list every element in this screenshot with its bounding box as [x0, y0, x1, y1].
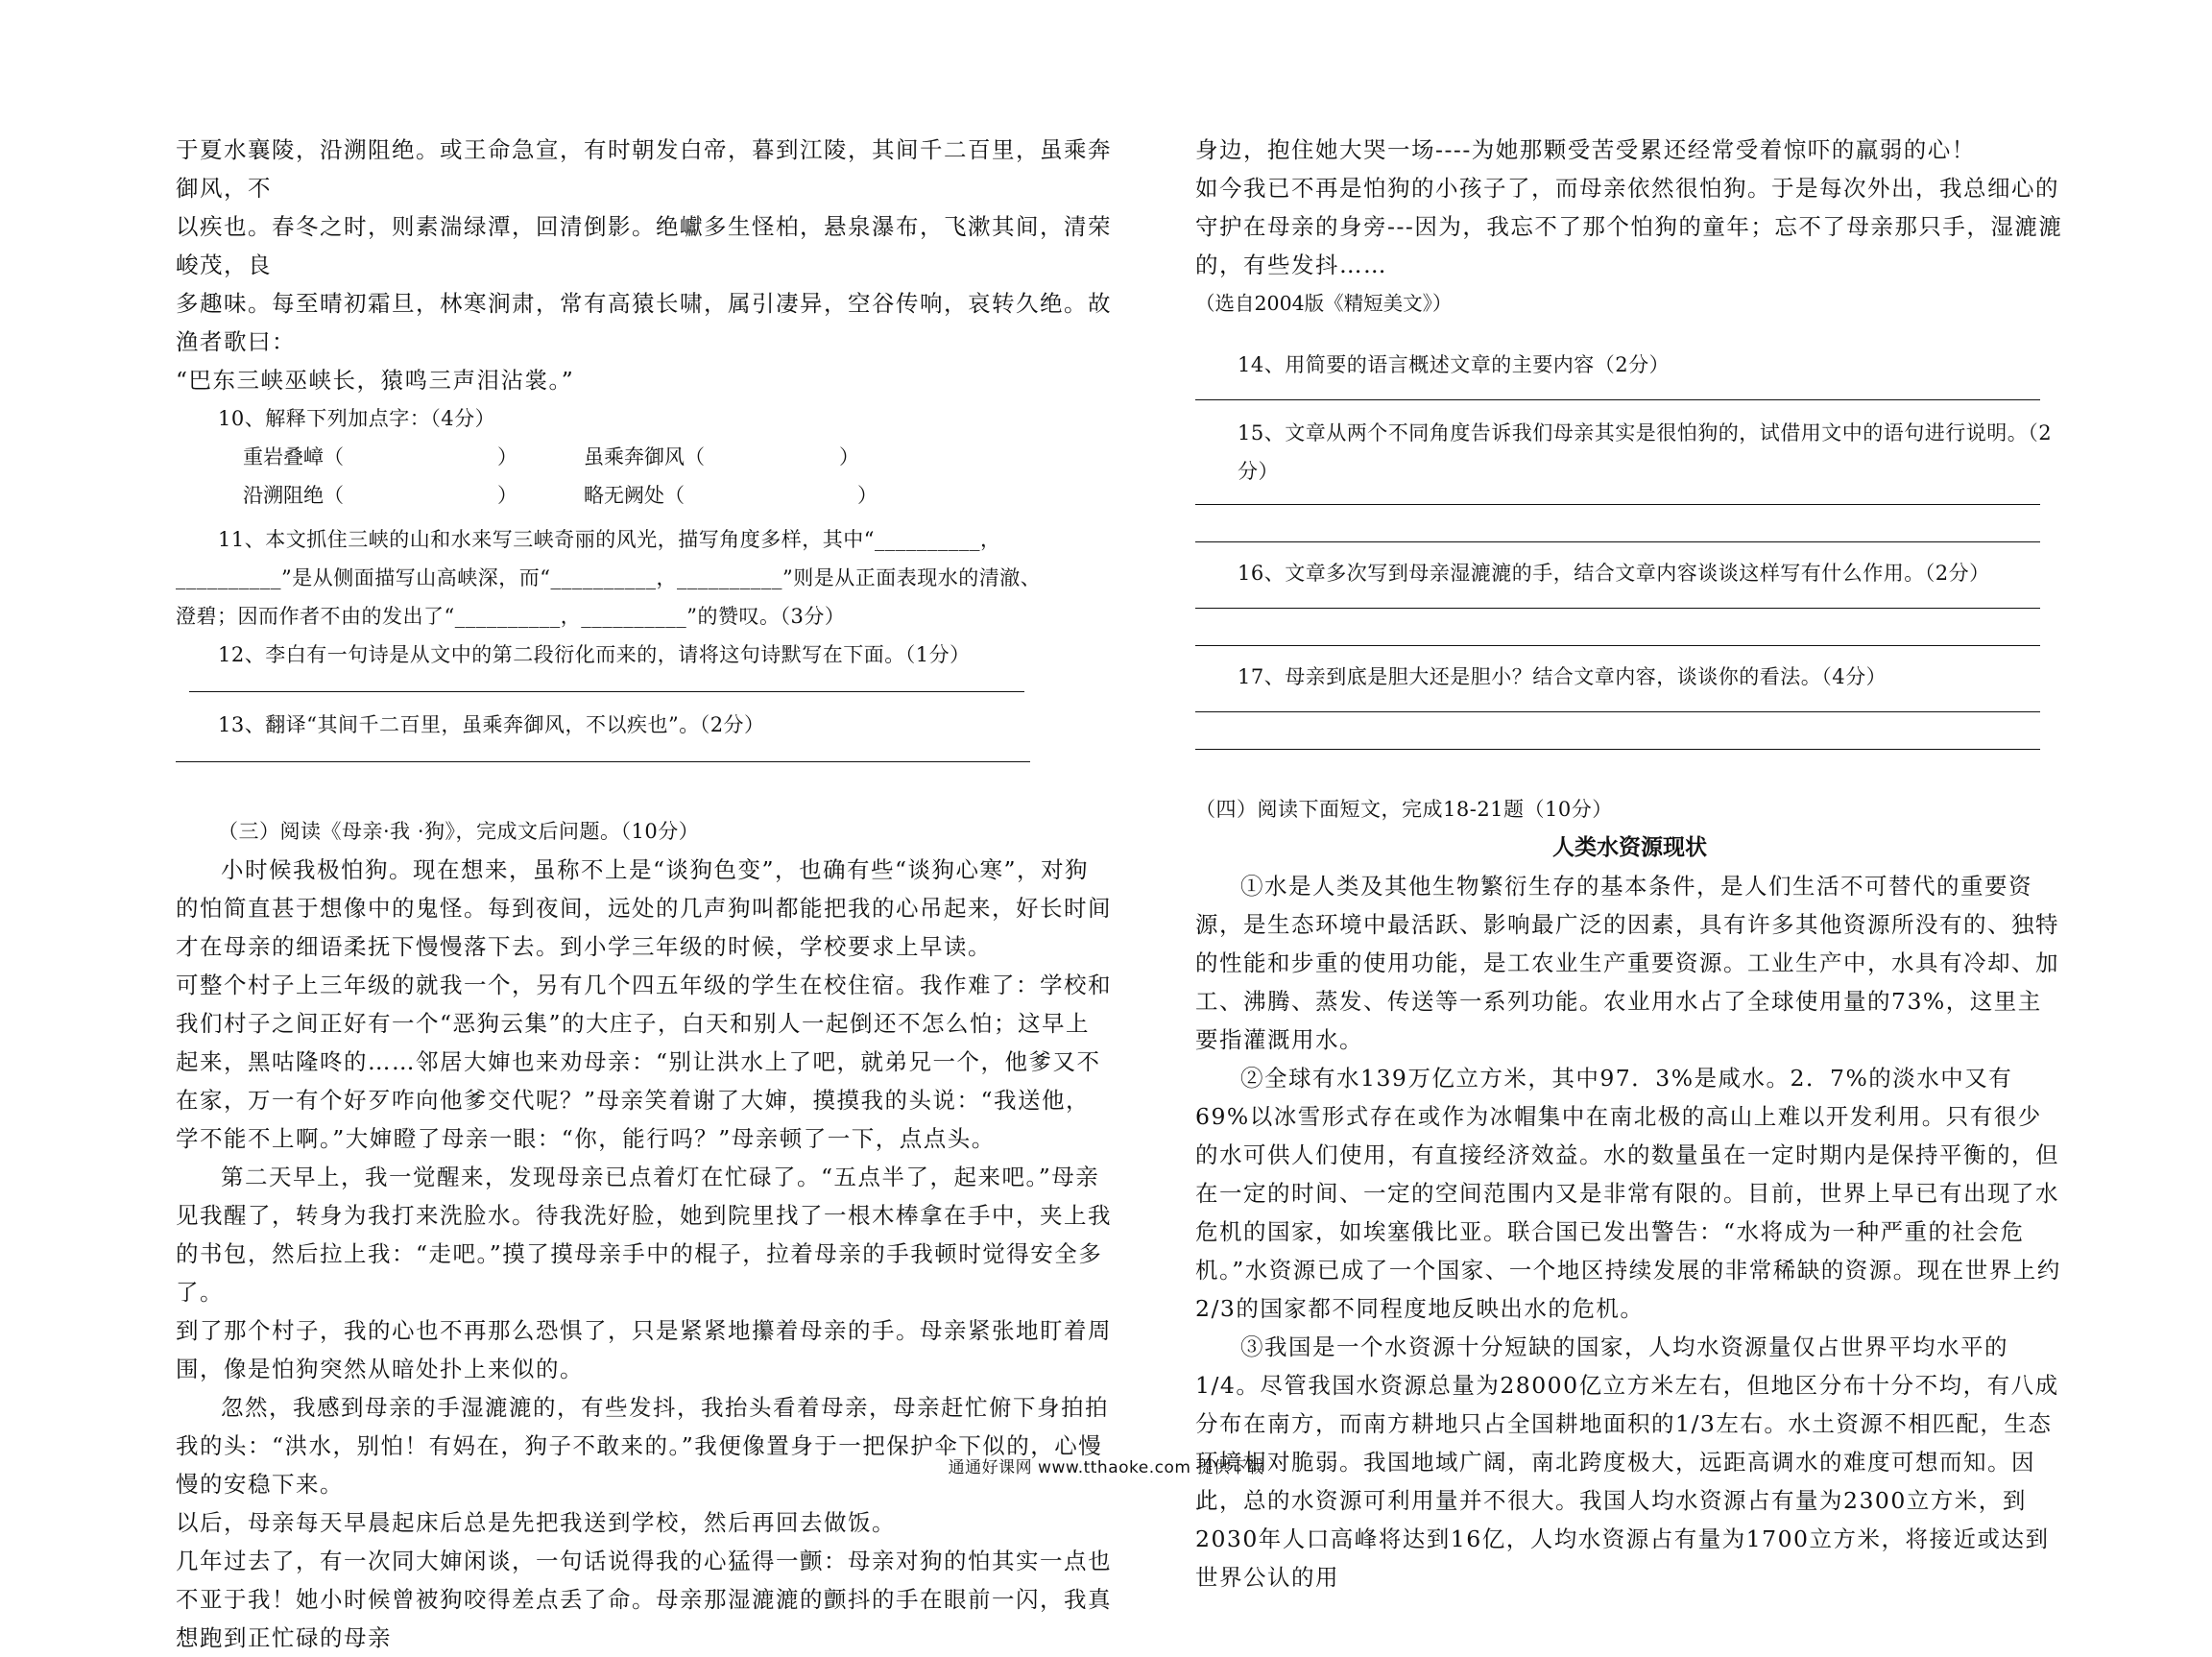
question-15: 15、文章从两个不同角度告诉我们母亲其实是很怕狗的，试借用文中的语句进行说明。（2分）	[1238, 421, 2053, 483]
question-14: 14、用简要的语言概述文章的主要内容（2分）	[1238, 353, 1671, 376]
passage-line: “巴东三峡巫峡长，猿鸣三声泪沾裳。”	[176, 367, 575, 394]
passage-line: 以疾也。春冬之时，则素湍绿潭，回清倒影。绝巘多生怪柏，悬泉瀑布，飞漱其间，清荣峻茂，良	[176, 213, 1112, 278]
section-three-heading: （三）阅读《母亲·我 ·狗》，完成文后问题。（10分）	[218, 820, 700, 843]
question-11-line: 11、本文抓住三峡的山和水来写三峡奇丽的风光，描写角度多样，其中“__________，	[218, 528, 1001, 551]
passage-line: 多趣味。每至晴初霜旦，林寒涧肃，常有高猿长啸，属引凄异，空谷传响，哀转久绝。故渔者歌曰：	[176, 290, 1112, 355]
paragraph: 几年过去了，有一次同大婶闲谈，一句话说得我的心猛得一颤：母亲对狗的怕其实一点也不亚于我！她小时候曾被狗咬得差点丢了命。母亲那湿漉漉的颤抖的手在眼前一闪，我真想跑到正忙碌的母亲	[176, 1548, 1112, 1651]
right-column	[1195, 131, 2064, 1597]
question-12: 12、李白有一句诗是从文中的第二段衍化而来的，请将这句诗默写在下面。（1分）	[218, 643, 971, 666]
left-column	[176, 131, 1112, 1657]
article-water	[1195, 867, 2064, 1597]
paragraph: 到了那个村子，我的心也不再那么恐惧了，只是紧紧地攥着母亲的手。母亲紧张地盯着周围，像是怕狗突然从暗处扑上来似的。	[176, 1317, 1112, 1382]
paragraph: 第二天早上，我一觉醒来，发现母亲已点着灯在忙碌了。“五点半了，起来吧。”母亲见我醒了，转身为我打来洗脸水。待我洗好脸，她到院里找了一根木棒拿在手中，夹上我的书包，然后拉上我：“走吧。”摸了摸母亲手中的棍子，拉着母亲的手我顿时觉得安全多了。	[176, 1164, 1112, 1306]
q10-item: 虽乘奔御风（ ）	[584, 445, 859, 468]
question-13: 13、翻译“其间千二百里，虽乘奔御风，不以疾也”。（2分）	[218, 713, 765, 736]
paragraph: ③我国是一个水资源十分短缺的国家，人均水资源量仅占世界平均水平的1/4。尽管我国水资源总量为28000亿立方米左右，但地区分布十分不均，有八成分布在南方，而南方耕地只占全国耕地面积的1/3左右。水土资源不相匹配，生态环境相对脆弱。我国地域广阔，南北跨度极大，远距高调水的难度可想而知。因此，总的水资源可利用量并不很大。我国人均水资源占有量为2300立方米，到2030年人口高峰将达到16亿，人均水资源占有量为1700立方米，将接近或达到世界公认的用	[1195, 1333, 2059, 1591]
question-17: 17、母亲到底是胆大还是胆小？结合文章内容，谈谈你的看法。（4分）	[1238, 665, 1887, 688]
paragraph: 身边，抱住她大哭一场----为她那颗受苦受累还经常受着惊吓的羸弱的心！	[1195, 136, 1976, 163]
source-note: （选自2004版《精短美文》）	[1195, 292, 1453, 315]
footer-credit: 通通好课网 www.tthaoke.com 提供下载	[948, 1458, 1264, 1477]
q10-row	[176, 476, 1112, 515]
q10-item: 重岩叠嶂（ ）	[243, 445, 517, 468]
paragraph: 忽然，我感到母亲的手湿漉漉的，有些发抖，我抬头看着母亲，母亲赶忙俯下身拍拍我的头：“洪水，别怕！有妈在，狗子不敢来的。”我便像置身于一把保护伞下似的，心慢慢的安稳下来。	[176, 1394, 1109, 1498]
question-11-line: __________”是从侧面描写山高峡深，而“__________，__________”则是从正面表现水的清澈、	[176, 566, 1042, 589]
passage-line: 于夏水襄陵，沿溯阻绝。或王命急宣，有时朝发白帝，暮到江陵，其间千二百里，虽乘奔御风，不	[176, 136, 1112, 202]
question-11-line: 澄碧；因而作者不由的发出了“__________，__________”的赞叹。（3分）	[176, 605, 846, 628]
q10-item: 略无阙处（ ）	[584, 484, 878, 507]
paragraph: ①水是人类及其他生物繁衍生存的基本条件，是人们生活不可替代的重要资源，是生态环境中最活跃、影响最广泛的因素，具有许多其他资源所没有的、独特的性能和步重的使用功能，是工农业生产重要资源。工业生产中，水具有冷却、加工、沸腾、蒸发、传送等一系列功能。农业用水占了全球使用量的73%，这里主要指灌溉用水。	[1195, 873, 2059, 1053]
question-10: 10、解释下列加点字：（4分）	[218, 407, 496, 430]
passage-mother-dog	[176, 851, 1112, 1657]
passage-three-gorges	[176, 131, 1112, 399]
q10-item: 沿溯阻绝（ ）	[243, 484, 517, 507]
question-16: 16、文章多次写到母亲湿漉漉的手，结合文章内容谈谈这样写有什么作用。（2分）	[1238, 562, 1990, 585]
paragraph: 小时候我极怕狗。现在想来，虽称不上是“谈狗色变”，也确有些“谈狗心寒”，对狗的怕简直甚于想像中的鬼怪。每到夜间，远处的几声狗叫都能把我的心吊起来，好长时间才在母亲的细语柔抚下慢慢落下去。到小学三年级的时候，学校要求上早读。	[176, 856, 1112, 960]
paragraph: 如今我已不再是怕狗的小孩子了，而母亲依然很怕狗。于是每次外出，我总细心的守护在母亲的身旁---因为，我忘不了那个怕狗的童年；忘不了母亲那只手，湿漉漉的，有些发抖……	[1195, 175, 2063, 278]
paragraph: 以后，母亲每天早晨起床后总是先把我送到学校，然后再回去做饭。	[176, 1509, 896, 1536]
paragraph: 可整个村子上三年级的就我一个，另有几个四五年级的学生在校住宿。我作难了：学校和我们村子之间正好有一个“恶狗云集”的大庄子，白天和别人一起倒还不怎么怕；这早上起来，黑咕隆咚的……邻居大婶也来劝母亲：“别让洪水上了吧，就弟兄一个，他爹又不在家，万一有个好歹咋向他爹交代呢？”母亲笑着谢了大婶，摸摸我的头说：“我送他，学不能不上啊。”大婶瞪了母亲一眼：“你，能行吗？”母亲顿了一下，点点头。	[176, 972, 1112, 1152]
article-title: 人类水资源现状	[1552, 834, 1707, 860]
q10-row	[176, 438, 1112, 476]
section-four-heading: （四）阅读下面短文，完成18-21题（10分）	[1195, 798, 1613, 821]
paragraph: ②全球有水139万亿立方米，其中97．3%是咸水。2．7%的淡水中又有69%以冰雪形式存在或作为冰帽集中在南北极的高山上难以开发利用。只有很少的水可供人们使用，有直接经济效益。水的数量虽在一定时期内是保持平衡的，但在一定的时间、一定的空间范围内又是非常有限的。目前，世界上早已有出现了水危机的国家，如埃塞俄比亚。联合国已发出警告：“水将成为一种严重的社会危机。”水资源已成了一个国家、一个地区持续发展的非常稀缺的资源。现在世界上约2/3的国家都不同程度地反映出水的危机。	[1195, 1065, 2061, 1322]
